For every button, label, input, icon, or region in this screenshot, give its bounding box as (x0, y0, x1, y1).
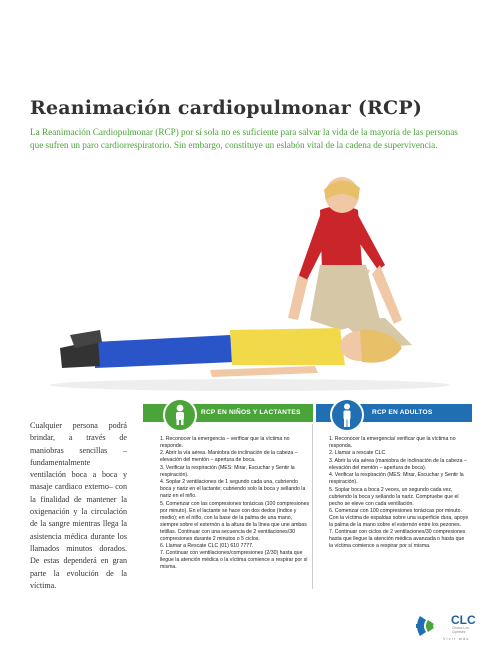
child-icon (163, 398, 197, 432)
logo-subtitle: Clínica Los Cipreses (452, 626, 469, 634)
adults-steps-list (329, 436, 469, 551)
list-item: 2. Abrir la vía aérea. Maniobra de inclinación de la cabeza – elevación del mentón – apertura de boca. (160, 450, 298, 464)
list-item: 7. Continuar con ventilaciones/compresiones (2/30) hasta que llegue la atención médica o la víctima comience a respirar por sí misma. (160, 550, 308, 571)
adult-icon (330, 398, 364, 432)
body-paragraph: Cualquier persona podrá brindar, a través de maniobras sencillas –fundamentalmente ventilación boca a boca y masaje cardiaco externo– con la finalidad de mantener la oxigenación y la circulación de la sangre mientras llega la asistencia médica durante los llamados minutos dorados. De estas dependerá en gran parte la evolución de la víctima. (30, 421, 127, 590)
cpr-photo (40, 170, 460, 395)
lead-paragraph: La Reanimación Cardiopulmonar (RCP) por sí sola no es suficiente para salvar la vida de la mayoría de las personas que sufren un paro cardiorrespiratorio. Sin embargo, constituye un eslabón vital de la cadena de supervivencia. (30, 127, 458, 150)
list-item: 6. Comenzar con 100 compresiones torácicas por minuto. Con la víctima de espaldas sobre una superficie dura, apoye la palma de la mano sobre el esternón entre los pezones. (329, 507, 469, 528)
list-item: 1. Reconocer la emergencia/ verificar que la víctima no responda. (329, 436, 456, 449)
list-item: 5. Comenzar con las compresiones torácicas (100 compresiones por minuto). En el lactante se hace con dos dedos (índice y medio); en el niño, con la base de la palma de una mano, siempre sobre el esternón a la altura de la línea que une ambas tetillas. Continuar con una secuencia de 2 ventilaciones/30 compresiones durante 2 minutos o 5 ciclos. (160, 500, 310, 542)
list-item: 1. Reconocer la emergencia – verificar que la víctima no responde. (160, 436, 290, 449)
adults-panel (316, 404, 472, 594)
list-item: 6. Llamar a Rescate CLC (01) 610 7777. (160, 542, 254, 549)
list-item: 3. Abrir la vía aérea (maniobra de inclinación de la cabeza – elevación del mentón – apertura de boca). (329, 457, 467, 471)
logo-tagline: Vivir más (443, 637, 470, 641)
kids-steps-list (160, 436, 310, 572)
kids-heading: RCP EN NIÑOS Y LACTANTES (201, 409, 301, 416)
adults-header-bar (316, 404, 472, 422)
list-item: 5. Soplar boca a boca 2 veces, un segundo cada vez, cubriendo la boca y sellando la nariz. Compruebe que el pecho se eleve con cada ventilación. (329, 486, 459, 507)
column-divider (312, 424, 313, 589)
list-item: 2. Llamar a rescate CLC. (329, 450, 387, 457)
kids-header-bar (143, 404, 313, 422)
list-item: 4. Verificar la respiración (MES: Mirar, Escuchar y Sentir la respiración). (329, 472, 464, 486)
list-item: 3. Verificar la respiración (MES: Mirar, Escuchar y Sentir la respiración). (160, 464, 295, 478)
logo-name: CLC (451, 613, 476, 627)
list-item: 4. Soplar 2 ventilaciones de 1 segundo cada una, cubriendo boca y nariz en el lactante; cubriendo solo la boca y sellando la nariz en el niño. (160, 479, 306, 500)
page-title: Reanimación cardiopulmonar (RCP) (30, 97, 423, 119)
list-item: 7. Continuar con ciclos de 2 ventilaciones/30 compresiones hasta que llegue la atención médica avanzada o hasta que la víctima comience a respirar por sí misma. (329, 529, 466, 550)
adults-heading: RCP EN ADULTOS (372, 409, 433, 416)
kids-panel (143, 404, 313, 594)
